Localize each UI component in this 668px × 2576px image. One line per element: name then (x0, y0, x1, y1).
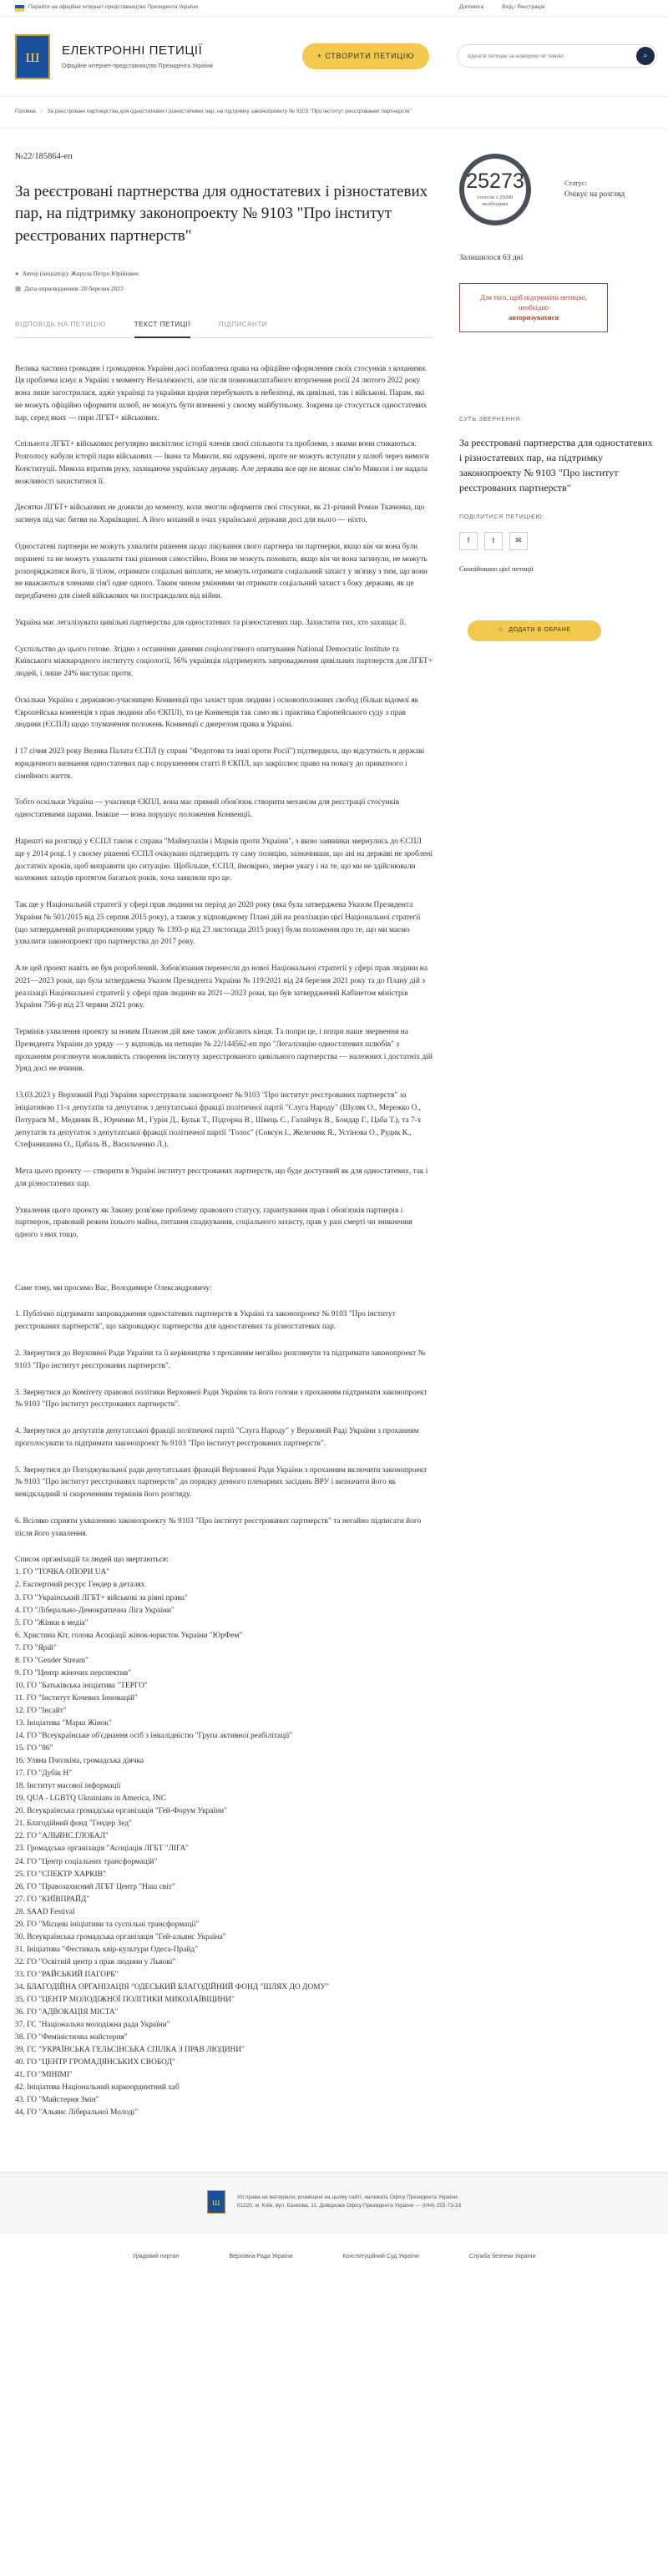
share-buttons (459, 532, 653, 550)
petition-paragraph: 1. Публічно підтримати запровадження одностатевих партнерств в Україні та законопроект № 9103 "Про інститут реєстрованих партнерств", що запроваджує партнерства для одностатевих та різностатевих пар. (15, 1310, 396, 1332)
organizations-heading: Список організацій та людей що звертаються: (15, 1556, 169, 1565)
petition-body (15, 363, 433, 1541)
facebook-icon[interactable]: f (459, 532, 478, 550)
breadcrumb (0, 97, 668, 129)
petition-tabs (15, 320, 433, 337)
user-icon: ● (15, 269, 19, 277)
essence-text: За реєстровані партнерства для одностатевих і різностатевих пар, на підтримку законопроекту № 9103 "Про інститут реєстрованих партнерств" (459, 436, 653, 493)
organization-item: 18. Інститут масової інформації (15, 1782, 121, 1791)
tab-answer[interactable]: ВІДПОВІДЬ НА ПЕТИЦІЮ (15, 321, 106, 329)
date-text: Дата оприлюднення: 20 березня 2023 (24, 284, 124, 292)
organization-item: 23. Громадська організація "Асоціація ЛГБТ "ЛІГА" (15, 1845, 190, 1854)
petition-paragraph (15, 1256, 433, 1268)
organization-item: 14. ГО "Всеукраїнське об'єднання осіб з інвалідністю "Група активної реабілітації" (15, 1732, 293, 1741)
top-bar-links (459, 3, 653, 12)
favorites-label: ДОДАТИ В ОБРАНЕ (509, 626, 571, 633)
author-text: Автор (ініціатор): Жирула Петро Юрійович (22, 269, 139, 277)
organization-item: 39. ГС "УКРАЇНСЬКА ГЕЛЬСІНСЬКА СПІЛКА З ПРАВ ЛЮДИНИ" (15, 2046, 245, 2055)
organization-item: 2. Експертний ресурс Гендер в деталях (15, 1581, 145, 1590)
petition-meta (15, 269, 433, 293)
organization-item: 8. ГО "Gender Stream" (15, 1656, 89, 1665)
votes-count: 25273 (466, 170, 524, 194)
votes-label: голосів з 25000 необхідних (477, 195, 514, 207)
organization-item: 42. Ініціатива Національний наркоординтний хаб (15, 2083, 180, 2093)
petition-author (15, 269, 433, 279)
organization-item: 24. ГО "Центр соціальних трансформацій" (15, 1857, 158, 1866)
tab-signers[interactable]: ПІДПИСАНТИ (219, 321, 268, 329)
organization-item: 32. ГО "Освітній центр з прав людини у Львові" (15, 1957, 176, 1966)
petition-paragraph: Термінів ухвалення проекту за новим Планом дій вже також добігають кінця. Та попри це, і попри наше звернення на Президента України до уряду — у відповідь на петицію № 22/144562-еп про "Легалізацію одностатевих шлюбів" з проханням розглянути можливість створення інституту зареєстрованого цивільного партнерства — належних і достатніх дій Уряд досі не вчинив. (15, 1028, 433, 1074)
twitter-icon[interactable]: t (484, 532, 503, 550)
site-subtitle: Офіційне інтернет-представництво Президента України (62, 63, 213, 70)
organization-item: 3. ГО "Український ЛГБТ+ військові за рівні права" (15, 1593, 188, 1602)
organization-item: 31. Ініціатива "Фестиваль квір-культури Одеса-Прайд" (15, 1945, 199, 1954)
create-petition-button[interactable]: + СТВОРИТИ ПЕТИЦІЮ (302, 43, 429, 69)
login-alert (459, 283, 608, 332)
organization-item: 30. Всеукраїнська громадська організація "Гей-альянс Україна" (15, 1932, 226, 1941)
used-label: Скопійовано цієї петиції (459, 564, 534, 574)
organization-item: 27. ГО "КИЇВПРАЙД" (15, 1895, 90, 1904)
organizations-items (15, 1566, 433, 2119)
search-input[interactable] (468, 53, 626, 59)
organization-item: 17. ГО "Дубік Н" (15, 1769, 73, 1779)
calendar-icon: ▦ (15, 284, 22, 292)
footer-address: 01220, м. Київ, вул. Банкова, 11. Довідкова Офісу Президента України — (044) 255-73-33 (236, 2203, 462, 2209)
footer-link-sbu[interactable]: Служба безпеки України (468, 2253, 536, 2260)
organization-item: 40. ГО "ЦЕНТР ГРОМАДЯНСЬКИХ СВОБОД" (15, 2058, 175, 2067)
organization-item: 29. ГО "Місцеві ініціативи та суспільні трансформації" (15, 1920, 200, 1929)
petition-title: За реєстровані партнерства для одностатевих і різностатевих пар, на підтримку законопроекту № 9103 "Про інститут реєстрованих партнерств" (15, 183, 428, 245)
help-link[interactable]: Допомога (459, 4, 484, 11)
organization-item: 12. ГО "Інсайт" (15, 1706, 67, 1715)
footer-text (237, 2194, 461, 2211)
vote-counter (459, 154, 653, 225)
alert-text: Для того, щоб підтримати петицію, необхідно (479, 292, 588, 312)
organization-item: 20. Всеукраїнська громадська організація "Гей-Форум України" (15, 1807, 227, 1816)
organization-item: 41. ГО "МІНІМІ" (15, 2071, 73, 2080)
organization-item: 10. ГО "Батьківська ініціатива "ТЕРГО" (15, 1681, 148, 1690)
organization-item: 15. ГО "86" (15, 1744, 53, 1754)
petition-paragraph: 3. Звернутися до Комітету правової політики Верховної Ради України та його голови з проханням підтримати законопроект № 9103 "Про інститут реєстрованих партнерств". (15, 1388, 428, 1409)
essence-label: СУТЬ ЗВЕРНЕННЯ: (459, 416, 523, 423)
organization-item: 11. ГО "Інститут Кочевих Інновацій" (15, 1693, 138, 1703)
organization-item: 25. ГО "СПЕКТР ХАРКІВ" (15, 1870, 106, 1879)
organization-item: 4. ГО "Ліберально-Демократична Ліга України" (15, 1606, 175, 1615)
site-branding (62, 41, 213, 72)
trident-logo-icon[interactable]: ш (15, 34, 50, 79)
organization-item: 13. Ініціатива "Марш Жінок" (15, 1719, 112, 1728)
footer-link-gov[interactable]: Урядовий портал (132, 2253, 180, 2260)
organization-item: 6. Христина Кіт, голова Асоціації жінок-юристок України "ЮрФем" (15, 1631, 243, 1640)
petition-paragraph: 4. Звернутися до депутатів депутатської фракції політичної партії "Слуга Народу" у Верховній Раді України з проханням проголосувати та підтримати законопроект № 9103 "Про інститут реєстрованих партнерств". (15, 1427, 419, 1448)
status-label: Статус: (564, 179, 587, 188)
email-icon[interactable]: ✉ (509, 532, 528, 550)
main-content (0, 129, 668, 2120)
status-value: Очікує на розгляд (564, 190, 625, 200)
site-title[interactable]: ЕЛЕКТРОННІ ПЕТИЦІЇ (62, 43, 203, 58)
organization-item: 5. ГО "Жінки в медіа" (15, 1618, 89, 1627)
organization-item: 1. ГО "ТОЧКА ОПОРИ UA" (15, 1568, 110, 1577)
petition-paragraph: Так ще у Національній стратегії у сфері прав людини на період до 2020 року (яка була затверджена Указом Президента України № 501/2015 від 25 серпня 2015 року), а також у відповідному Плані дій на реалізацію цієї Національної стратегії (що затверджений розпорядженням уряду № 1393-р від 23 листопада 2015 року) були положення про те, що ми маємо ухвалити законопроект про партнерства до 2017 року. (15, 901, 421, 947)
petition-paragraph: Україна має легалізувати цивільні партнерства для одностатевих та різностатевих пар. Захистити тих, хто захищає її. (15, 618, 407, 627)
footer-link-rada[interactable]: Верховна Рада України (229, 2253, 293, 2260)
breadcrumb-current: За реєстровані партнерства для одностатевих і різностатевих пар, на підтримку законопроекту № 9103 "Про інститут реєстрованих партнерств" (47, 109, 412, 115)
share-label: ПОДІЛИТИСЯ ПЕТИЦІЄЮ: (459, 514, 545, 520)
organization-item: 22. ГО "АЛЬЯНС.ГЛОБАЛ" (15, 1832, 109, 1841)
organization-item: 37. ГС "Національна молодіжна рада України" (15, 2021, 170, 2030)
footer-logo-icon: ш (207, 2190, 225, 2214)
petition-date (15, 284, 433, 294)
petition-paragraph: І 17 січня 2023 року Велика Палата ЄСПЛ (у справі "Федотова та інші проти Росії") підтвердила, що відсутність в державі юридичного визнання одностатевих пар є порушенням статті 8 ЄКПЛ, що закріплює право на повагу до приватного і сімейного життя. (15, 747, 425, 781)
votes-inner (464, 159, 526, 220)
login-link-alert[interactable]: авторизуватися (508, 313, 559, 322)
petition-paragraph: Саме тому, ми просимо Вас, Володимире Олександровичу: (15, 1283, 212, 1293)
footer-copyright: Усі права на матеріали, розміщені на цьому сайті, належать Офісу Президента України. (236, 2194, 459, 2200)
organizations-list (15, 1554, 433, 2119)
organization-item: 38. ГО "Феміністична майстерня" (15, 2033, 128, 2042)
organization-item: 9. ГО "Центр жіночих перспектив" (15, 1668, 132, 1678)
petition-paragraph: Оскільки Україна є державою-учасницею Конвенції про захист прав людини і основоположних свобод (більш відомої як Європейська конвенція з прав людини або ЄКПЛ), то це Конвенція так само як і практика Європейського суду з прав людини (ЄСПЛ) щодо тлумачення положень Конвенції є джерелом права в Україні. (15, 696, 419, 730)
petition-paragraph: Спільнота ЛГБТ+ військових регулярно висвітлює історії членів своєї спільноти та проблеми, з якими вони стикаються. Розголосу набули історії пари військових — Івана та Миколи, які одружені, проте не можуть вступати у шлюб через вимоги Конституції. Микола втратив руку, захищаючи українську державу. Але держава все ще не визнає сім'ю Миколи і не надала можливості захиститися її. (15, 440, 429, 486)
days-remaining: Залишилося 63 дні (459, 254, 524, 262)
official-site-link[interactable]: Перейти на офіційне інтернет-представництво Президента України (28, 4, 199, 11)
petition-paragraph: Тобто оскільки Україна — учасниця ЄКПЛ, вона має прямий обов'язок створити механізм для реєстрації стосунків одностатевими парами. Інакше — вона порушує положення Конвенції. (15, 798, 400, 820)
organization-item: 7. ГО "Ярій" (15, 1643, 57, 1652)
petition-paragraph: Ухвалення цього проекту як Закону розв'яже проблему правового статусу, гарантування прав і обов'язків партнерів і партнерок, правовий режим їхнього майна, питання спадкування, соціального захисту, прав у разі смерті чи зникнення одного з них тощо. (15, 1206, 412, 1240)
footer-link-court[interactable]: Конституційний Суд України (342, 2253, 419, 2260)
search-box (457, 44, 657, 68)
tab-text[interactable]: ТЕКСТ ПЕТИЦІЇ (134, 320, 190, 337)
votes-progress-circle (459, 154, 531, 225)
petition-sidebar (459, 129, 653, 2120)
petition-paragraph: Але цей проект навіть не був розроблений. Зобов'язання перенесли до нової Національної стратегії у сфері прав людини на 2021—2023 роки, що була затверджена Указом Президента України № 119/2021 від 24 березня 2021 року та до Плану дій з реалізації Національної стратегії у сфері прав людини на 2021—2023 роки, що був затверджений Кабінетом міністрів України 756-р від 23 червня 2021 року. (15, 964, 428, 1010)
login-link[interactable]: Вхід / Реєстрація (502, 4, 545, 11)
petition-paragraph: Велика частина громадян і громадянок України досі позбавлена права на офіційне оформлення своїх стосунків з коханими. Ця проблема існує в Україні з моменту Незалежності, але після повномасштабного вторгнення росії 24 лютого 2022 року вона лише загострилася, адже українці та українки щодня перебувають в небезпеці, як цивільні, так і військові. Парам, які не можуть офіційно оформити шлюб, не можуть бути впевнені у своєму майбутньому. Зокрема це стосується одностатевих пар, серед яких — пари ЛГБТ+ військових. (15, 364, 428, 423)
organization-item: 21. Благодійний фонд "Гендер Зед" (15, 1819, 132, 1829)
petition-paragraph: 6. Всіляко сприяти ухваленню законопроекту № 9103 "Про інститут реєстрованих партнерств" та негайно підписати його після його ухвалення. (15, 1516, 422, 1538)
petition-paragraph: Мета цього проекту — створити в Україні інститут реєстрованих партнерств, що буде доступний як для одностатевих, так і для різностатевих пар. (15, 1167, 428, 1188)
add-to-favorites-button[interactable] (468, 620, 601, 641)
organization-item: 16. Уляна Пчолкіна, громадська діячка (15, 1757, 144, 1766)
petition-paragraph: Одностатеві партнери не можуть ухвалити рішення щодо лікування свого партнера чи партнерки, якщо він чи вона були поранені та не можуть ухвалити такі рішення самостійно. Вони не можуть поховати, якщо він чи вона загинули, не можуть розпоряджатися його, її тілом, отримати соціальні виплати, не можуть отримати соціальний захист у зв'язку з тим, що вони не вважаються членами сім'ї одне одного. Таким чином уміннями чи отримати соціальний захист з боку держави, як це передбачено для сімей військових чи постраждалих від війни. (15, 542, 428, 601)
site-footer (0, 2172, 668, 2232)
petition-number: №22/185864-еп (15, 152, 73, 161)
petition-status (564, 178, 625, 201)
organization-item: 19. QUA - LGBTQ Ukrainians in America, INC (15, 1794, 166, 1804)
search-icon[interactable]: ⌕ (636, 47, 655, 65)
top-bar (0, 0, 668, 17)
organization-item: 28. SAAD Festival (15, 1907, 75, 1916)
petition-paragraph: Суспільство до цього готове. Згідно з останніми даними соціологічного опитування National Democratic Institute та Київського міжнародного інституту соціології, 56% українців підтримують запровадження цивільних партнерств для ЛГБТ+ людей, і лише 24% виступає проти. (15, 645, 433, 679)
star-icon: ☆ (498, 626, 504, 633)
petition-paragraph: 5. Звернутися до Погоджувальної ради депутатських фракцій Верховної Ради України з проханням включити законопроект № 9103 "Про інститут реєстрованих партнерств" до порядку денного пленарних засідань ВРУ і визначити його як невідкладний зі скороченням термінів його розгляду. (15, 1465, 428, 1500)
organization-item: 36. ГО "АДВОКАЦІЯ МІСТА" (15, 2008, 119, 2017)
ukraine-flag-icon (15, 5, 24, 12)
breadcrumb-separator: / (40, 109, 43, 115)
petition-column (15, 129, 433, 2120)
organization-item: 35. ГО "ЦЕНТР МОЛОДІЖНОЇ ПОЛІТИКИ МИКОЛАЇВЩИНИ" (15, 1996, 235, 2005)
organization-item: 33. ГО "РАЙСЬКИЙ ПАГОРБ" (15, 1970, 119, 1979)
organization-item: 44. ГО "Альянс Ліберальної Молоді" (15, 2108, 139, 2118)
organization-item: 43. ГО "Майстерня Змін" (15, 2096, 99, 2105)
breadcrumb-home[interactable]: Головна (15, 109, 36, 115)
petition-paragraph: Десятки ЛГБТ+ військових не дожили до моменту, коли змогли оформити свої стосунки, як 21-річний Роман Ткаченко, що загинув під час битви на Харківщині. А його коханий в очах української держави досі для нього — ніхто. (15, 504, 425, 525)
petition-paragraph: 2. Звернутися до Верховної Ради України та її керівництва з проханням негайно розглянути та підтримати законопроект № 9103 "Про інститут реєстрованих партнерств". (15, 1349, 426, 1370)
organization-item: 34. БЛАГОДІЙНА ОРГАНІЗАЦІЯ "ОДЕСЬКИЙ БЛАГОДІЙНИЙ ФОНД "ШЛЯХ ДО ДОМУ" (15, 1982, 330, 1991)
site-header (0, 17, 668, 97)
petition-paragraph: Нарешті на розгляді у ЄСПЛ також є справа "Маймулахін і Марків проти України", з якою заявники звернулись до ЄСПЛ ще у 2014 році. І у своєму рішенні ЄСПЛ очікувано підтвердить ту саму позицію, зазначивши, що ані на державі не зроблені достатніх кроків, щоб виправити цю ситуацію. Щобільше, ЄСПЛ, ймовірно, зверне увагу і на те, що ми не здійснювали належних заходів протягом багатьох років, хоча заявляли про це. (15, 838, 433, 883)
petition-paragraph: 13.03.2023 у Верховній Раді України зареєстрували законопроект № 9103 "Про інститут реєстрованих партнерств" за ініціативою 11-х депутатів та депутаток з депутатської фракції політичної партії "Слуга Народу" (Шуляк О., Мережко О., Потураєв М., Медяник В., Юрченко М., Гурін Д., Бульк Т., Підгорна В., Швець С., Галайчук В., Бондар Г., Цаба Т.), та 7-х депутатів та депутаток з депутатської фракції політичної партії "Голос" (Совсун І., Железняк Я., Устінова О., Рудик К., Стефанишина О., Цабаль В., Васильченко Л.). (15, 1091, 422, 1150)
organization-item: 26. ГО "Правозахисний ЛГБТ Центр "Наш світ" (15, 1882, 175, 1891)
footer-nav (0, 2232, 668, 2282)
